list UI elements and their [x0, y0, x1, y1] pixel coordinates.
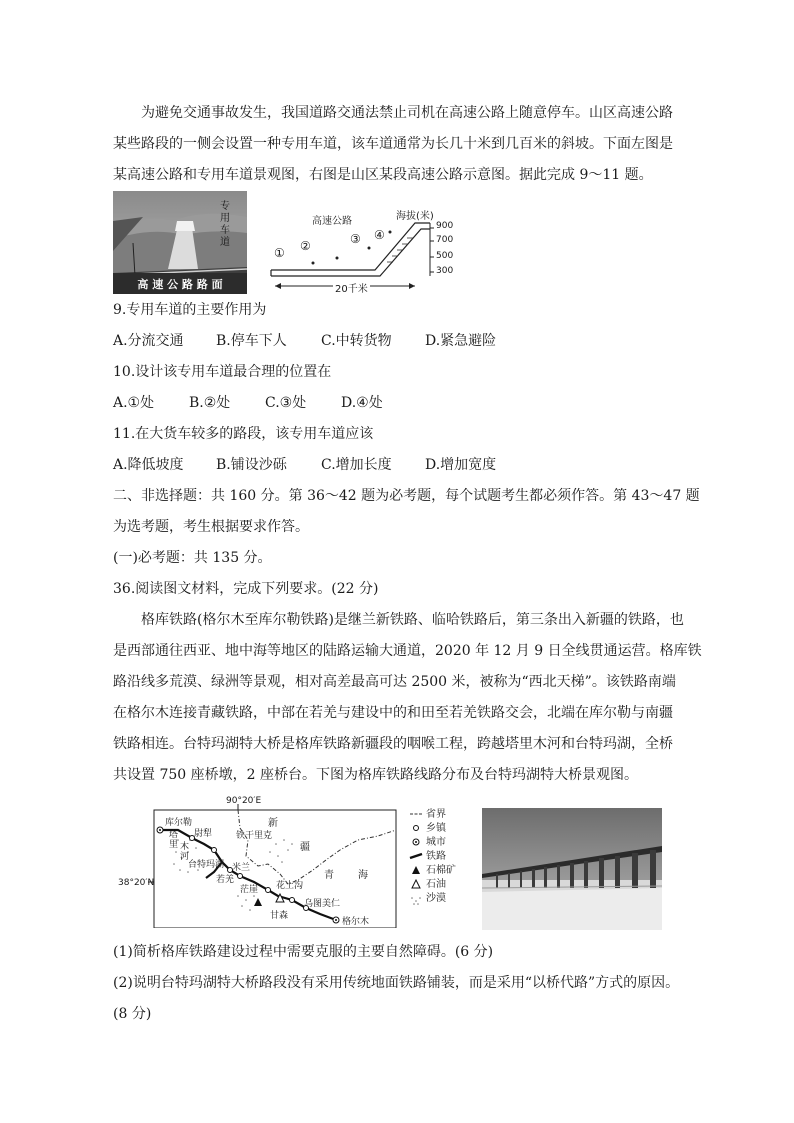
intro-line-1: 为避免交通事故发生，我国道路交通法禁止司机在高速公路上随意停车。山区高速公路 — [141, 105, 673, 121]
highway-profile-diagram — [265, 198, 454, 296]
q36-para-line: 在格尔木连接青藏铁路，中部在若羌与建设中的和田至若羌铁路交会，北端在库尔勒与南疆 — [113, 705, 673, 721]
section2-line-1: 二、非选择题：共 160 分。第 36～42 题为必考题，每个试题考生都必须作答。第 43～47 题 — [113, 488, 700, 504]
lane-label-char: 用 — [220, 213, 230, 224]
place-huatugou: 花土沟 — [276, 881, 304, 891]
q36-para-line: 是西部通往西亚、地中海等地区的陆路运输大通道，2020 年 12 月 9 日全线贯通运营。格库铁 — [113, 643, 702, 659]
legend-provincial-border: 省界 — [426, 809, 446, 820]
railway-map — [118, 796, 470, 928]
region-hai: 海 — [358, 870, 368, 881]
region-jiang: 疆 — [300, 842, 310, 853]
q10-option-d: D.④处 — [341, 395, 383, 411]
q11-option-d: D.增加宽度 — [425, 457, 497, 473]
place-mangya: 茫崖 — [240, 885, 259, 895]
required-heading: (一)必考题：共 135 分。 — [113, 550, 272, 566]
q36-para-line: 铁路相连。台特玛湖特大桥是格库铁路新疆段的咽喉工程，跨越塔里木河和台特玛湖，全桥 — [113, 736, 673, 752]
q36-para-line: 共设置 750 座桥墩，2 座桥台。下图为格库铁路线路分布及台特玛湖特大桥景观图。 — [113, 767, 638, 783]
point-1-label: ① — [274, 246, 285, 260]
river-label — [169, 830, 179, 850]
intro-line-2: 某些路段的一侧会设置一种专用车道，该车道通常为长几十米到几百米的斜坡。下面左图是 — [113, 136, 673, 152]
q36-sub2-line-1: (2)说明台特玛湖特大桥路段没有采用传统地面铁路铺装，而是采用“以桥代路”方式的原因。 — [113, 975, 680, 991]
place-tieganlike: 铁干里克 — [236, 831, 273, 841]
point-2-label: ② — [300, 239, 311, 253]
place-taitema-lake: 台特玛湖 — [188, 860, 225, 870]
lane-label-char: 车 — [220, 225, 230, 236]
q10-option-c: C.③处 — [265, 395, 307, 411]
q36-sub2-line-2: (8 分) — [113, 1006, 152, 1022]
river-char: 木 — [180, 842, 190, 852]
q10-option-b: B.②处 — [189, 395, 231, 411]
map-legend — [426, 808, 456, 906]
distance-label: 20千米 — [333, 280, 370, 295]
q36-sub1: (1)简析格库铁路建设过程中需要克服的主要自然障碍。(6 分) — [113, 944, 494, 960]
tick-700: 700 — [436, 235, 454, 245]
place-yuli: 尉犁 — [194, 829, 213, 839]
lane-label-char: 道 — [220, 237, 230, 248]
taitema-bridge-photo — [482, 808, 662, 930]
place-milan: 米兰 — [232, 863, 251, 873]
section2-line-2: 为选考题，考生根据要求作答。 — [113, 519, 309, 535]
lat-label: 38°20′N — [118, 878, 155, 888]
legend-city: 城市 — [426, 837, 446, 848]
q11-option-c: C.增加长度 — [321, 457, 392, 473]
tick-300: 300 — [436, 266, 454, 276]
legend-railway: 铁路 — [426, 851, 446, 862]
river-char: 塔 — [169, 830, 179, 840]
river-char: 河 — [180, 852, 190, 862]
road-surface-label: 高 速 公 路 路 面 — [137, 278, 223, 291]
q11-option-b: B.铺设沙砾 — [216, 457, 287, 473]
q9-option-a: A.分流交通 — [113, 333, 184, 349]
place-wutumeiren: 乌图美仁 — [304, 899, 341, 909]
q36-para-line: 路沿线多荒漠、绿洲等景观，相对高差最高可达 2500 米，被称为“西北天梯”。该铁路南端 — [113, 674, 676, 690]
place-gansen: 甘森 — [270, 911, 289, 921]
intro-line-3: 某高速公路和专用车道景观图，右图是山区某段高速公路示意图。据此完成 9～11 题。 — [113, 167, 653, 183]
legend-asbestos: 石棉矿 — [426, 865, 456, 876]
q9-option-b: B.停车下人 — [216, 333, 287, 349]
q10-option-a: A.①处 — [113, 395, 155, 411]
q9-option-c: C.中转货物 — [321, 333, 392, 349]
region-qing: 青 — [324, 870, 334, 881]
region-xin: 新 — [268, 818, 278, 829]
place-korla: 库尔勒 — [165, 818, 193, 828]
tick-900: 900 — [436, 221, 454, 231]
river-label — [180, 842, 190, 862]
legend-township: 乡镇 — [426, 823, 446, 834]
q11-stem: 11.在大货车较多的路段，该专用车道应该 — [113, 426, 374, 442]
q36-stem: 36.阅读图文材料，完成下列要求。(22 分) — [113, 581, 379, 597]
lon-label: 90°20′E — [226, 796, 262, 806]
tick-500: 500 — [436, 251, 454, 261]
highway-label: 高速公路 — [312, 216, 352, 227]
q36-para-line: 格库铁路(格尔木至库尔勒铁路)是继兰新铁路、临哈铁路后，第三条出入新疆的铁路，也 — [141, 612, 684, 628]
q9-stem: 9.专用车道的主要作用为 — [113, 302, 267, 318]
place-golmud: 格尔木 — [342, 917, 370, 927]
q9-option-d: D.紧急避险 — [425, 333, 497, 349]
elevation-axis-title: 海拔(米) — [396, 211, 434, 222]
point-4-label: ④ — [374, 228, 385, 242]
point-3-label: ③ — [350, 232, 361, 246]
escape-lane-photo — [113, 191, 247, 294]
river-char: 里 — [169, 840, 179, 850]
place-ruoqiang: 若羌 — [216, 875, 235, 885]
legend-oil: 石油 — [426, 879, 446, 890]
lane-label-char: 专 — [220, 201, 230, 212]
legend-desert: 沙漠 — [426, 893, 446, 904]
q11-option-a: A.降低坡度 — [113, 457, 184, 473]
q10-stem: 10.设计该专用车道最合理的位置在 — [113, 364, 332, 380]
